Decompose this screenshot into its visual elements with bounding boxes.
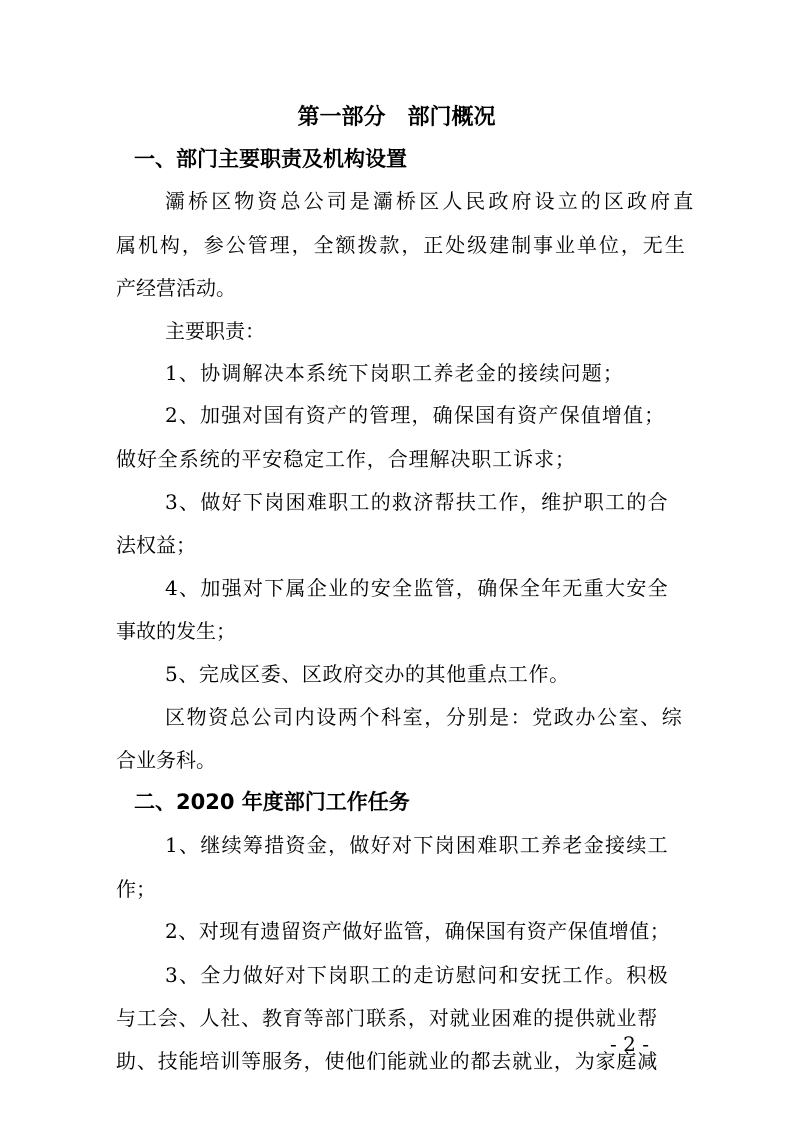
task-item: 3、全力做好对下岗职工的走访慰问和安抚工作。积极 <box>165 963 669 987</box>
paragraph-line: 灞桥区物资总公司是灞桥区人民政府设立的区政府直 <box>165 189 697 213</box>
section-heading-2: 二、2020 年度部门工作任务 <box>134 790 410 814</box>
duty-item: 1、协调解决本系统下岗职工养老金的接续问题； <box>165 361 625 385</box>
duties-label: 主要职责： <box>165 319 265 343</box>
duty-item-continuation: 事故的发生； <box>116 619 236 643</box>
paragraph-line: 产经营活动。 <box>116 276 236 300</box>
duty-item-continuation: 做好全系统的平安稳定工作，合理解决职工诉求； <box>116 447 576 471</box>
task-item-continuation: 助、技能培训等服务，使他们能就业的都去就业，为家庭减 <box>116 1049 659 1073</box>
duty-item: 5、完成区委、区政府交办的其他重点工作。 <box>165 662 570 686</box>
task-item: 2、对现有遗留资产做好监管，确保国有资产保值增值； <box>165 919 671 943</box>
task-item-continuation: 与工会、人社、教育等部门联系，对就业困难的提供就业帮 <box>116 1006 659 1030</box>
duty-item: 4、加强对下属企业的安全监管，确保全年无重大安全 <box>165 576 669 600</box>
section-heading-1: 一、部门主要职责及机构设置 <box>134 147 407 171</box>
duty-item: 3、做好下岗困难职工的救济帮扶工作，维护职工的合 <box>165 490 669 514</box>
paragraph-line: 合业务科。 <box>116 748 216 772</box>
task-item: 1、继续筹措资金，做好对下岗困难职工养老金接续工 <box>165 833 669 857</box>
page-number: - 2 - <box>610 1032 649 1056</box>
duty-item-continuation: 法权益； <box>116 533 196 557</box>
paragraph-line: 属机构，参公管理，全额拨款，正处级建制事业单位，无生 <box>116 233 687 257</box>
paragraph-line: 区物资总公司内设两个科室，分别是：党政办公室、综 <box>165 705 684 729</box>
duty-item: 2、加强对国有资产的管理，确保国有资产保值增值； <box>165 403 666 427</box>
page-title: 第一部分 部门概况 <box>297 105 496 130</box>
task-item-continuation: 作； <box>116 877 156 901</box>
